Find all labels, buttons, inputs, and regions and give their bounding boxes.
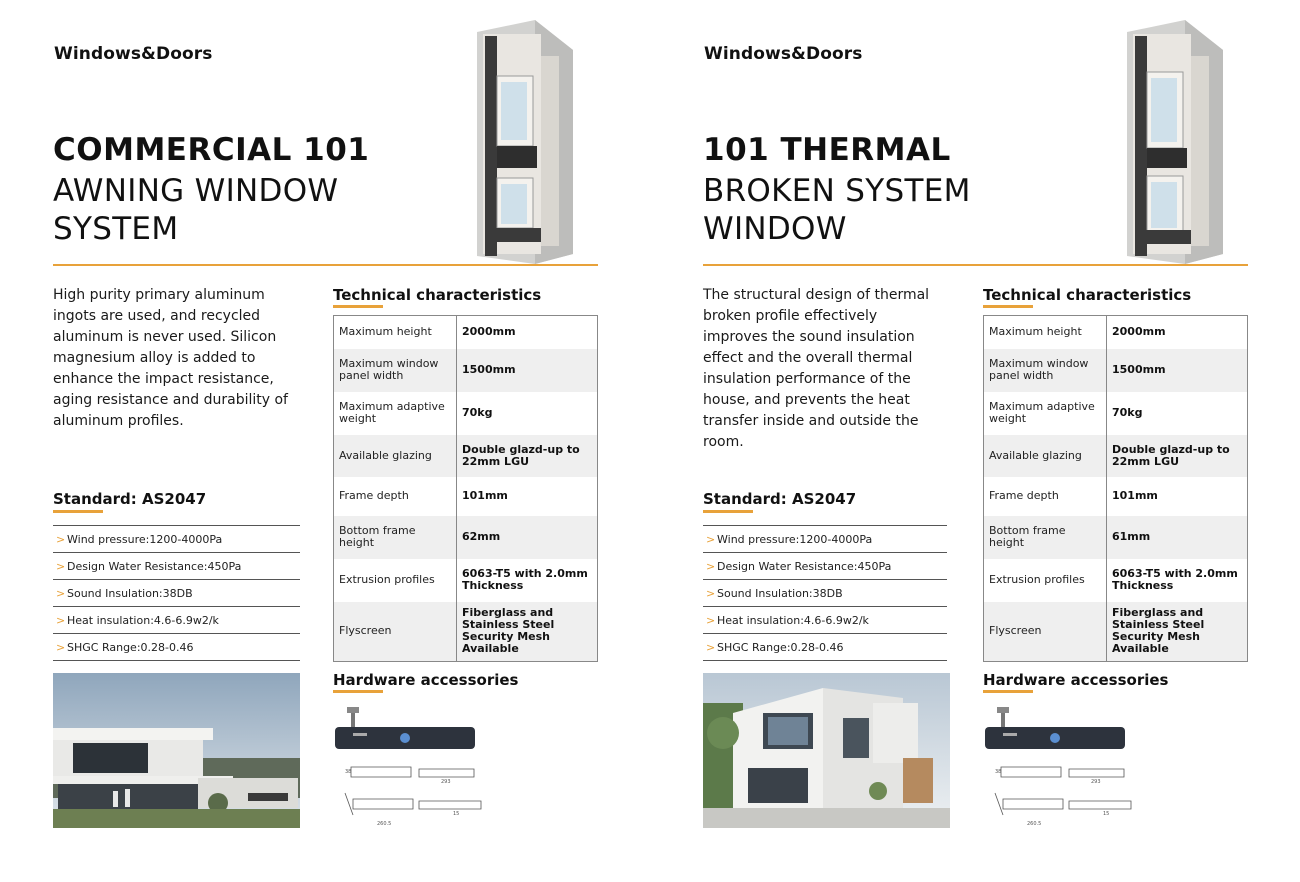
tech-row bbox=[334, 392, 598, 435]
tech-key: Available glazing bbox=[984, 435, 1107, 477]
standard-list bbox=[53, 525, 300, 661]
tech-underline bbox=[333, 305, 383, 308]
standard-item bbox=[703, 526, 947, 553]
tech-key: Maximum height bbox=[334, 316, 457, 349]
tech-key: Maximum adaptive weight bbox=[334, 392, 457, 435]
brand-name: Windows&Doors bbox=[54, 44, 213, 64]
tech-value: 6063-T5 with 2.0mm Thickness bbox=[462, 567, 588, 592]
tech-row bbox=[984, 392, 1248, 435]
standard-title: Standard: AS2047 bbox=[703, 490, 857, 508]
product-title-line: SYSTEM bbox=[53, 211, 179, 247]
chevron-right-icon: > bbox=[56, 640, 66, 654]
chevron-right-icon: > bbox=[706, 532, 716, 546]
standard-item-text: Sound Insulation:38DB bbox=[67, 586, 193, 600]
standard-underline bbox=[703, 510, 753, 513]
standard-item bbox=[53, 526, 300, 553]
dimension-label: 260.5 bbox=[377, 821, 392, 827]
tech-key: Bottom frame height bbox=[984, 516, 1107, 559]
tech-key: Maximum height bbox=[984, 316, 1107, 349]
chevron-right-icon: > bbox=[706, 559, 716, 573]
dimension-label: 293 bbox=[1091, 779, 1101, 785]
chevron-right-icon: > bbox=[56, 613, 66, 627]
tech-value: 61mm bbox=[1112, 530, 1151, 543]
hardware-title: Hardware accessories bbox=[333, 671, 519, 689]
tech-row bbox=[984, 349, 1248, 392]
standard-item-text: Heat insulation:4.6-6.9w2/k bbox=[67, 613, 219, 627]
standard-item-text: SHGC Range:0.28-0.46 bbox=[67, 640, 194, 654]
standard-title: Standard: AS2047 bbox=[53, 490, 207, 508]
tech-value: 1500mm bbox=[1112, 363, 1166, 376]
hardware-title: Hardware accessories bbox=[983, 671, 1169, 689]
tech-key: Extrusion profiles bbox=[984, 559, 1107, 602]
tech-underline bbox=[983, 305, 1033, 308]
tech-row bbox=[984, 435, 1248, 477]
tech-value: 1500mm bbox=[462, 363, 516, 376]
standard-item bbox=[703, 580, 947, 607]
tech-row bbox=[984, 316, 1248, 349]
tech-key: Flyscreen bbox=[334, 602, 457, 662]
tech-row bbox=[334, 477, 598, 516]
tech-key: Available glazing bbox=[334, 435, 457, 477]
tech-key: Maximum window panel width bbox=[984, 349, 1107, 392]
tech-table bbox=[333, 315, 598, 662]
section-divider bbox=[703, 264, 1248, 266]
tech-value: Double glazd-up to 22mm LGU bbox=[462, 442, 580, 468]
tech-value: Fiberglass and Stainless Steel Security Mesh Available bbox=[462, 606, 555, 656]
tech-value: 2000mm bbox=[1112, 325, 1166, 339]
hardware-underline bbox=[333, 690, 383, 693]
product-title-light bbox=[53, 172, 338, 248]
house-photo-modern bbox=[53, 673, 300, 828]
section-divider bbox=[53, 264, 598, 266]
standard-list bbox=[703, 525, 947, 661]
chevron-right-icon: > bbox=[56, 532, 66, 546]
tech-title: Technical characteristics bbox=[983, 286, 1192, 304]
hardware-drawing-image bbox=[983, 703, 1143, 831]
standard-item-text: Design Water Resistance:450Pa bbox=[67, 559, 242, 573]
tech-row bbox=[984, 516, 1248, 559]
standard-item bbox=[53, 553, 300, 580]
tech-row bbox=[984, 559, 1248, 602]
chevron-right-icon: > bbox=[56, 586, 66, 600]
tech-value: 70kg bbox=[462, 406, 493, 419]
chevron-right-icon: > bbox=[706, 640, 716, 654]
tech-key: Maximum adaptive weight bbox=[984, 392, 1107, 435]
dimension-label: 293 bbox=[441, 779, 451, 785]
tech-value: 2000mm bbox=[462, 325, 516, 339]
tech-value: 101mm bbox=[462, 489, 508, 502]
standard-underline bbox=[53, 510, 103, 513]
tech-row bbox=[334, 516, 598, 559]
dimension-label: 260.5 bbox=[1027, 821, 1042, 827]
hardware-underline bbox=[983, 690, 1033, 693]
standard-item bbox=[703, 634, 947, 661]
dimension-label: 15 bbox=[1103, 811, 1110, 817]
standard-item bbox=[53, 580, 300, 607]
tech-key: Extrusion profiles bbox=[334, 559, 457, 602]
product-title-bold: 101 THERMAL bbox=[703, 132, 951, 168]
tech-value: 62mm bbox=[462, 530, 501, 543]
tech-value: Double glazd-up to 22mm LGU bbox=[1112, 442, 1230, 468]
house-photo-white-villa bbox=[703, 673, 950, 828]
chevron-right-icon: > bbox=[706, 613, 716, 627]
tech-row bbox=[334, 559, 598, 602]
tech-row bbox=[984, 602, 1248, 662]
tech-value: 6063-T5 with 2.0mm Thickness bbox=[1112, 567, 1238, 592]
tech-key: Maximum window panel width bbox=[334, 349, 457, 392]
tech-row bbox=[334, 349, 598, 392]
brand-name: Windows&Doors bbox=[704, 44, 863, 64]
product-description: The structural design of thermal broken profile effectively improves the sound insulation effect and the overall thermal insulation performance of the house, and prevents the heat transfer inside and outside the room. bbox=[703, 287, 930, 450]
tech-row bbox=[334, 435, 598, 477]
tech-value: 70kg bbox=[1112, 406, 1143, 419]
standard-item-text: SHGC Range:0.28-0.46 bbox=[717, 640, 844, 654]
window-profile-section-image bbox=[455, 16, 590, 264]
standard-item bbox=[703, 607, 947, 634]
product-description: High purity primary aluminum ingots are used, and recycled aluminum is never used. Silicon magnesium alloy is added to enhance the impact resistance, aging resistance and durability of aluminum profiles. bbox=[53, 287, 288, 429]
chevron-right-icon: > bbox=[706, 586, 716, 600]
standard-item bbox=[53, 607, 300, 634]
tech-key: Frame depth bbox=[334, 477, 457, 516]
chevron-right-icon: > bbox=[56, 559, 66, 573]
tech-table bbox=[983, 315, 1248, 662]
dimension-label: 38 bbox=[995, 769, 1002, 775]
product-title-line: BROKEN SYSTEM bbox=[703, 173, 971, 209]
tech-title: Technical characteristics bbox=[333, 286, 542, 304]
tech-row bbox=[334, 602, 598, 662]
product-title-line: WINDOW bbox=[703, 211, 847, 247]
standard-item bbox=[703, 553, 947, 580]
standard-item-text: Sound Insulation:38DB bbox=[717, 586, 843, 600]
standard-item bbox=[53, 634, 300, 661]
standard-item-text: Heat insulation:4.6-6.9w2/k bbox=[717, 613, 869, 627]
standard-item-text: Design Water Resistance:450Pa bbox=[717, 559, 892, 573]
standard-item-text: Wind pressure:1200-4000Pa bbox=[67, 532, 223, 546]
tech-key: Bottom frame height bbox=[334, 516, 457, 559]
hardware-drawing-image bbox=[333, 703, 493, 831]
standard-item-text: Wind pressure:1200-4000Pa bbox=[717, 532, 873, 546]
window-profile-section-image bbox=[1105, 16, 1240, 264]
dimension-label: 38 bbox=[345, 769, 352, 775]
product-title-line: AWNING WINDOW bbox=[53, 173, 339, 209]
dimension-label: 15 bbox=[453, 811, 460, 817]
tech-value: Fiberglass and Stainless Steel Security Mesh Available bbox=[1112, 606, 1205, 656]
tech-value: 101mm bbox=[1112, 489, 1158, 502]
tech-row bbox=[334, 316, 598, 349]
product-title-light bbox=[703, 172, 971, 248]
tech-row bbox=[984, 477, 1248, 516]
tech-key: Frame depth bbox=[984, 477, 1107, 516]
tech-key: Flyscreen bbox=[984, 602, 1107, 662]
product-title-bold: COMMERCIAL 101 bbox=[53, 132, 370, 168]
brochure-page-101-thermal bbox=[650, 0, 1300, 882]
